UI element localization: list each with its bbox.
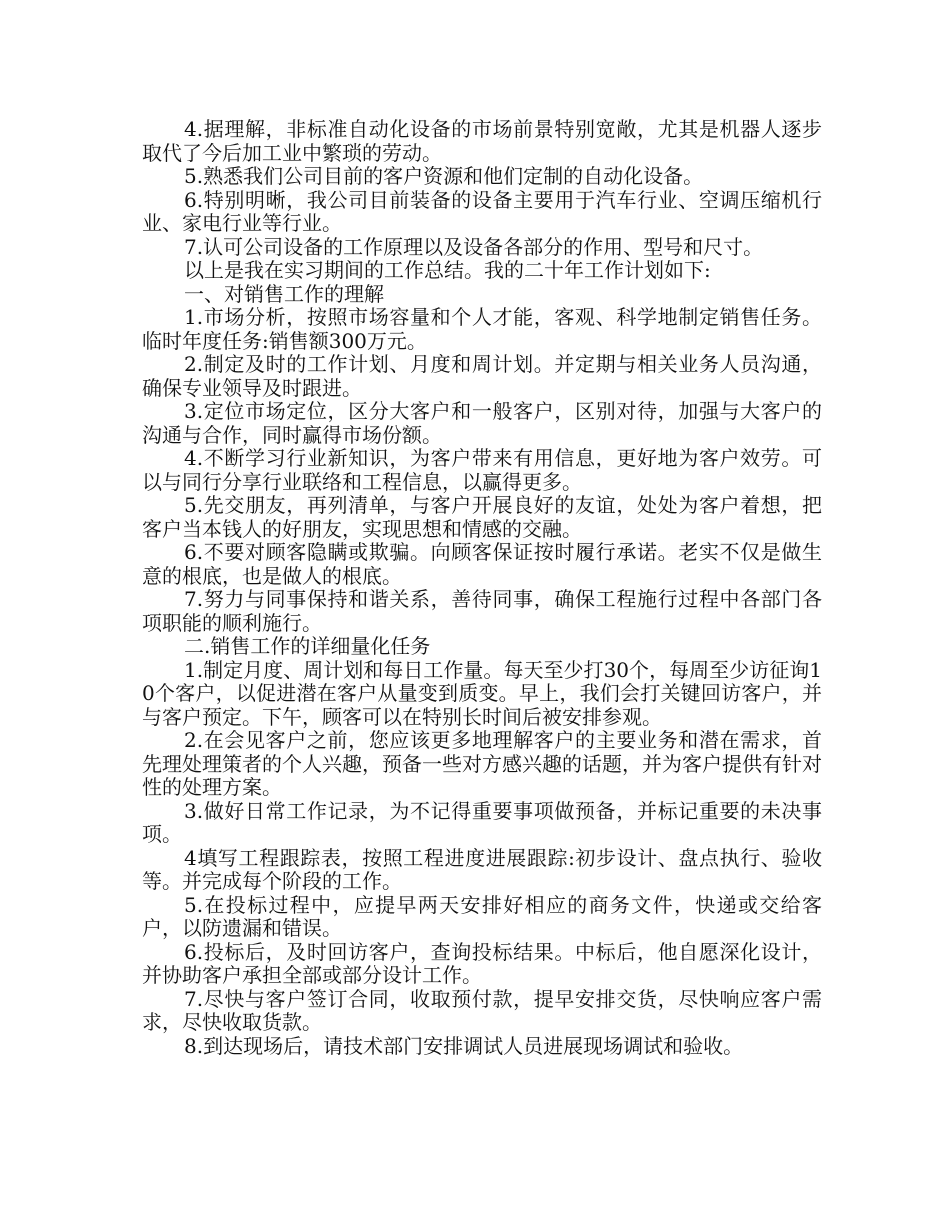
paragraph-19: 5.在投标过程中，应提早两天安排好相应的商务文件，快递或交给客户，以防遗漏和错误。 (142, 892, 822, 940)
paragraph-2: 5.熟悉我们公司目前的客户资源和他们定制的自动化设备。 (184, 164, 704, 188)
paragraph-12: 6.不要对顾客隐瞒或欺骗。向顾客保证按时履行承诺。老实不仅是做生意的根底，也是做人的根底。 (142, 540, 822, 588)
section-heading-1: 一、对销售工作的理解 (184, 281, 384, 306)
paragraph-7: 1.市场分析，按照市场容量和个人才能，客观、科学地制定销售任务。临时年度任务:销售额300万元。 (142, 305, 822, 353)
section-heading-2: 二.销售工作的详细量化任务 (184, 634, 431, 658)
paragraph-4: 7.认可公司设备的工作原理以及设备各部分的作用、型号和尺寸。 (184, 234, 764, 259)
paragraph-18: 4填写工程跟踪表，按照工程进度进展跟踪:初步设计、盘点执行、验收等。并完成每个阶段的工作。 (142, 845, 822, 893)
paragraph-1: 4.据理解，非标准自动化设备的市场前景特别宽敞，尤其是机器人逐步取代了今后加工业中繁琐的劳动。 (142, 117, 822, 165)
paragraph-8: 2.制定及时的工作计划、月度和周计划。并定期与相关业务人员沟通，确保专业领导及时跟进。 (142, 352, 822, 400)
paragraph-22: 8.到达现场后，请技术部门安排调试人员进展现场调试和验收。 (184, 1033, 744, 1058)
paragraph-17: 3.做好日常工作记录，为不记得重要事项做预备，并标记重要的未决事项。 (142, 798, 822, 846)
paragraph-15: 1.制定月度、周计划和每日工作量。每天至少打30个，每周至少访征询10个客户，以促进潜在客户从量变到质变。早上，我们会打关键回访客户，并与客户预定。下午，顾客可以在特别长时间后被安排参观。 (142, 657, 822, 729)
paragraph-20: 6.投标后，及时回访客户，查询投标结果。中标后，他自愿深化设计，并协助客户承担全部或部分设计工作。 (142, 939, 822, 987)
paragraph-11: 5.先交朋友，再列清单，与客户开展良好的友谊，处处为客户着想，把客户当本钱人的好朋友，实现思想和情感的交融。 (142, 493, 822, 541)
paragraph-21: 7.尽快与客户签订合同，收取预付款，提早安排交货，尽快响应客户需求，尽快收取货款。 (142, 986, 822, 1034)
paragraph-16: 2.在会见客户之前，您应该更多地理解客户的主要业务和潜在需求，首先理处理策者的个人兴趣，预备一些对方感兴趣的话题，并为客户提供有针对性的处理方案。 (142, 728, 822, 799)
paragraph-9: 3.定位市场定位，区分大客户和一般客户，区别对待，加强与大客户的沟通与合作，同时赢得市场份额。 (142, 399, 822, 447)
paragraph-10: 4.不断学习行业新知识，为客户带来有用信息，更好地为客户效劳。可以与同行分享行业联络和工程信息，以赢得更多。 (142, 446, 822, 494)
paragraph-5: 以上是我在实习期间的工作总结。我的二十年工作计划如下: (184, 258, 711, 282)
document-page (142, 118, 822, 1058)
paragraph-13: 7.努力与同事保持和谐关系，善待同事，确保工程施行过程中各部门各项职能的顺利施行。 (142, 587, 822, 635)
paragraph-3: 6.特别明晰，我公司目前装备的设备主要用于汽车行业、空调压缩机行业、家电行业等行业。 (142, 187, 822, 235)
